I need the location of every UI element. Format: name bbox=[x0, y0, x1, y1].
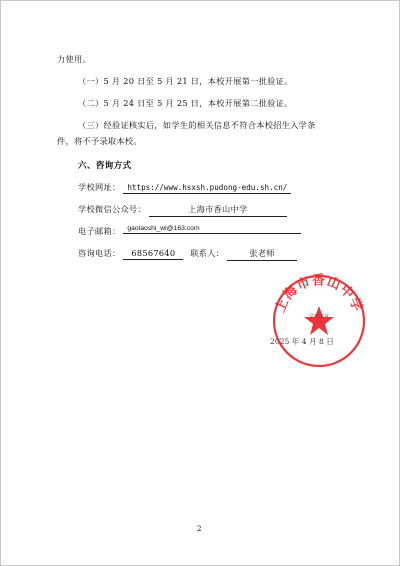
list-item-first-batch: （一）5 月 20 日至 5 月 21 日，本校开展第一批验证。 bbox=[78, 76, 293, 86]
contact-label: 联系人： bbox=[190, 248, 225, 258]
phone-label: 咨询电话： bbox=[78, 248, 121, 258]
seal-date: 2025 年 4 月 8 日 bbox=[270, 337, 334, 346]
email-label: 电子邮箱： bbox=[78, 226, 121, 236]
page-number: 2 bbox=[197, 525, 202, 533]
paragraph-continuation: 力使用。 bbox=[57, 54, 91, 64]
website-link[interactable]: https://www.hsxsh.pudong-edu.sh.cn/ bbox=[123, 183, 291, 194]
list-item-verification-line2: 件，将不予录取本校。 bbox=[57, 136, 142, 146]
school-seal-stamp bbox=[271, 273, 367, 369]
website-label: 学校网址： bbox=[78, 182, 121, 192]
list-item-verification-line1: （三）经验证核实后，如学生的相关信息不符合本校招生入学条 bbox=[78, 120, 316, 130]
list-item-second-batch: （二）5 月 24 日至 5 月 25 日，本校开展第二批验证。 bbox=[78, 98, 293, 108]
email-value[interactable]: gaolaoshi_wl@163.com bbox=[123, 225, 301, 234]
seal-subtext: 学校盖章 bbox=[308, 314, 330, 320]
email-row bbox=[78, 226, 301, 238]
website-row bbox=[78, 182, 291, 194]
contact-value: 张老师 bbox=[227, 248, 297, 261]
seal-text: 上海市香山中学 bbox=[272, 273, 366, 315]
section-title-contact: 六、咨询方式 bbox=[78, 161, 132, 171]
wechat-label: 学校微信公众号： bbox=[78, 204, 146, 214]
wechat-row bbox=[78, 204, 287, 217]
phone-value: 68567640 bbox=[123, 248, 183, 260]
wechat-value: 上海市香山中学 bbox=[149, 204, 287, 217]
phone-row bbox=[78, 248, 297, 261]
